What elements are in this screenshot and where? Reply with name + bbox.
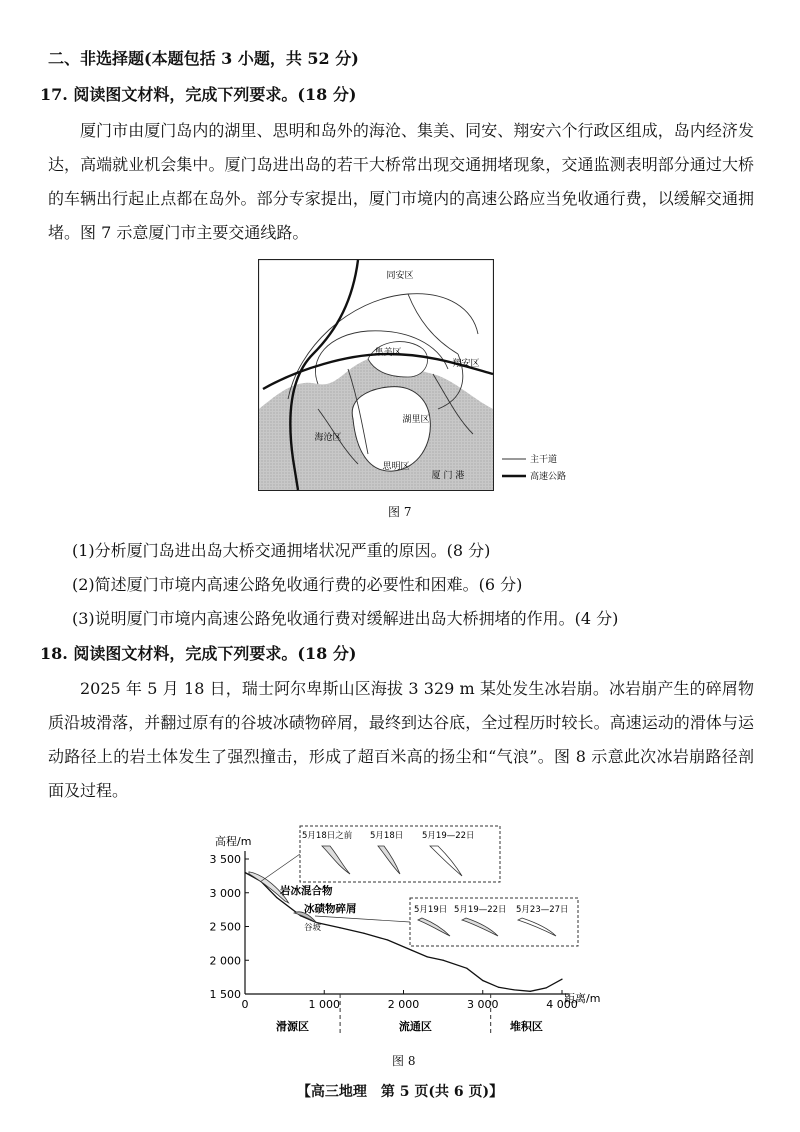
profile-point [276,897,277,898]
inset-2-label-3: 5月23—27日 [516,905,569,915]
inset-2-pointer [315,916,410,922]
y-tick-label: 1 500 [209,988,241,1001]
legend-expressway: 高速公路 [530,472,567,482]
figure-7-caption: 图 7 [388,505,412,519]
label-mix: 岩冰混合物 [280,885,333,897]
label-siming: 思明区 [382,462,410,472]
figure-7-map [258,259,494,491]
profile-point [387,939,388,940]
label-port: 厦 门 港 [431,471,465,481]
figure-7-legend [500,452,590,484]
profile-point [244,872,245,873]
profile-point [482,980,483,981]
x-tick-label: 4 000 [546,998,578,1011]
inset-2-label-1: 5月19日 [414,905,448,915]
profile-point [340,927,341,928]
inset-1-label-1: 5月18日之前 [302,831,353,841]
inset-2-label-2: 5月19—22日 [454,905,507,915]
inset-1-label-2: 5月18日 [370,831,404,841]
profile-point [561,979,562,980]
y-tick-label: 3 500 [209,853,241,866]
y-tick-label: 2 000 [209,954,241,968]
x-tick-label: 2 000 [387,998,420,1011]
y-axis-title: 高程/m [215,835,252,848]
inset-1-pointer [260,854,300,882]
profile-point [498,987,499,988]
q18-stem: 18. 阅读图文材料，完成下列要求。(18 分) [40,644,357,663]
profile-point [427,956,428,957]
zone-label: 堆积区 [509,1020,543,1033]
q17-question-3: (3)说明厦门市境内高速公路免收通行费对缓解进出岛大桥拥堵的作用。(4 分) [72,609,619,628]
label-tongan: 同安区 [386,271,414,281]
profile-point [411,950,412,951]
y-tick-label: 2 500 [209,920,241,934]
label-jimei: 集美区 [374,348,402,358]
label-slope: 谷坡 [304,923,322,933]
q17-stem: 17. 阅读图文材料，完成下列要求。(18 分) [40,85,357,104]
label-haicang: 海沧区 [314,433,342,443]
label-xiangan: 翔安区 [452,359,480,369]
profile-point [514,989,515,990]
y-tick-label: 3 000 [209,886,241,900]
x-tick-label: 0 [241,998,249,1011]
figure-8-chart [200,824,620,1054]
q17-question-2: (2)简述厦门市境内高速公路免收通行费的必要性和困难。(6 分) [72,575,523,594]
x-tick-label: 3 000 [467,998,499,1011]
profile-point [466,968,467,969]
profile-point [363,933,364,934]
section-title: 二、非选择题(本题包括 3 小题，共 52 分) [48,49,359,68]
zone-label: 滑源区 [276,1020,310,1033]
legend-main-road: 主干道 [530,455,558,465]
q17-question-1: (1)分析厦门岛进出岛大桥交通拥堵状况严重的原因。(8 分) [72,541,491,560]
zone-label: 流通区 [398,1020,432,1033]
profile-point [546,987,547,988]
figure-8-caption: 图 8 [392,1054,416,1068]
label-huli: 湖里区 [402,415,430,425]
profile-point [530,991,531,992]
profile-point [443,960,444,961]
q17-material: 厦门市由厦门岛内的湖里、思明和岛外的海沧、集美、同安、翔安六个行政区组成，岛内经济发达，高端就业机会集中。厦门岛进出岛的若干大桥常出现交通拥堵现象，交通监测表明部分通过大桥的车辆出行起止点都在岛外。部分专家提出，厦门市境内的高速公路应当免收通行费，以缓解交通拥堵。图 7 示意厦门市主要交通线路。 [48,121,754,242]
x-axis-title: 距离/m [564,992,601,1005]
q18-material: 2025 年 5 月 18 日，瑞士阿尔卑斯山区海拔 3 329 m 某处发生冰岩崩。冰岩崩产生的碎屑物质沿坡滑落，并翻过原有的谷坡冰碛物碎屑，最终到达谷底，全过程历时较长。高速运动的滑体与运动路径上的岩土体发生了强烈撞击，形成了超百米高的扬尘和“气浪”。图 8 示意此次冰岩崩路径剖面及过程。 [48,679,754,800]
x-tick-label: 1 000 [308,998,340,1011]
inset-1-label-3: 5月19—22日 [422,831,475,841]
label-moraine: 冰碛物碎屑 [304,903,357,915]
page-footer: 【高三地理 第 5 页(共 6 页)】 [296,1084,504,1100]
